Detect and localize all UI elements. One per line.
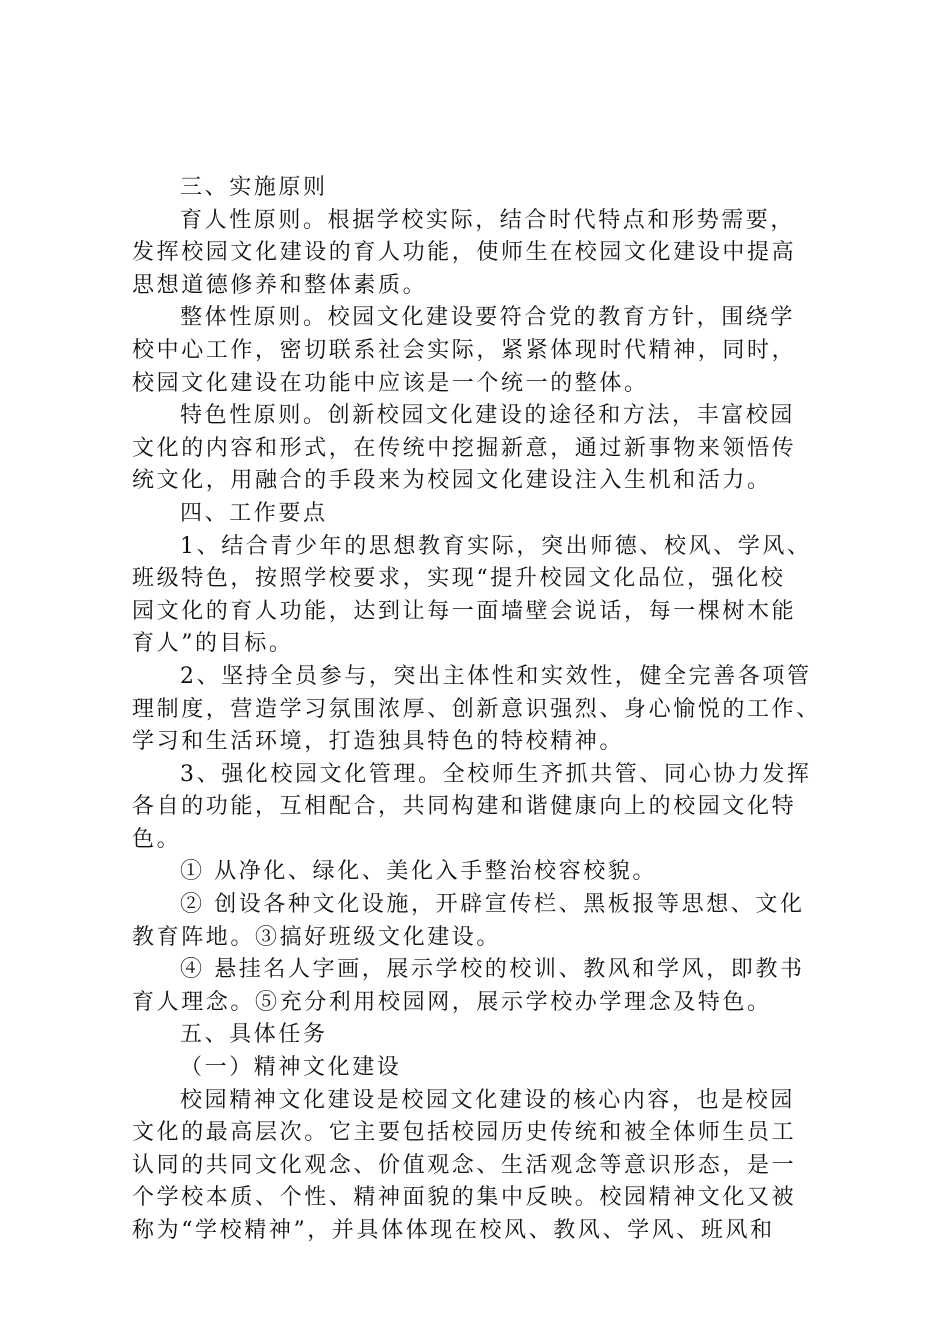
text-line: 个学校本质、个性、精神面貌的集中反映。校园精神文化又被 — [132, 1185, 797, 1211]
text-line: 理制度，营造学习氛围浓厚、创新意识强烈、身心愉悦的工作、 — [132, 696, 821, 722]
text-line: ② 创设各种文化设施，开辟宣传栏、黑板报等思想、文化 — [180, 892, 805, 918]
text-line: 育人”的目标。 — [132, 631, 294, 657]
document-body — [132, 172, 852, 1248]
text-line: ① 从净化、绿化、美化入手整治校容校貌。 — [180, 859, 657, 885]
text-line: 特色性原则。创新校园文化建设的途径和方法，丰富校园 — [180, 403, 796, 429]
text-line: 发挥校园文化建设的育人功能，使师生在校园文化建设中提高 — [132, 240, 797, 266]
text-line: 文化的最高层次。它主要包括校园历史传统和被全体师生员工 — [132, 1120, 797, 1146]
text-line: 育人理念。⑤充分利用校园网，展示学校办学理念及特色。 — [132, 989, 772, 1015]
text-line: 整体性原则。校园文化建设要符合党的教育方针，围绕学 — [180, 305, 796, 331]
text-line: 文化的内容和形式，在传统中挖掘新意，通过新事物来领悟传 — [132, 435, 797, 461]
text-line: 班级特色，按照学校要求，实现“提升校园文化品位，强化校 — [132, 566, 786, 592]
text-line: 五、具体任务 — [180, 1022, 328, 1048]
text-line: 1、结合青少年的思想教育实际，突出师德、校风、学风、 — [180, 533, 812, 559]
text-line: 统文化，用融合的手段来为校园文化建设注入生机和活力。 — [132, 468, 772, 494]
text-line: 校中心工作，密切联系社会实际，紧紧体现时代精神，同时， — [132, 337, 797, 363]
text-line: 学习和生活环境，打造独具特色的特校精神。 — [132, 729, 625, 755]
text-line: 育人性原则。根据学校实际，结合时代特点和形势需要， — [180, 207, 796, 233]
text-line: 校园文化建设在功能中应该是一个统一的整体。 — [132, 370, 649, 396]
text-line: 2、坚持全员参与，突出主体性和实效性，健全完善各项管 — [180, 663, 812, 689]
text-line: 认同的共同文化观念、价值观念、生活观念等意识形态，是一 — [132, 1152, 797, 1178]
text-line: 园文化的育人功能，达到让每一面墙壁会说话，每一棵树木能 — [132, 598, 797, 624]
text-line: （一）精神文化建设 — [180, 1055, 402, 1081]
text-line: 四、工作要点 — [180, 500, 328, 526]
text-line: 三、实施原则 — [180, 175, 328, 200]
text-line: 3、强化校园文化管理。全校师生齐抓共管、同心协力发挥 — [180, 761, 812, 787]
text-line: ④ 悬挂名人字画，展示学校的校训、教风和学风，即教书 — [180, 957, 805, 983]
text-line: 教育阵地。③搞好班级文化建设。 — [132, 924, 502, 950]
text-line: 称为“学校精神”，并具体体现在校风、教风、学风、班风和 — [132, 1218, 775, 1243]
text-line: 校园精神文化建设是校园文化建设的核心内容，也是校园 — [180, 1087, 796, 1113]
text-line: 色。 — [132, 826, 182, 852]
text-line: 各自的功能，互相配合，共同构建和谐健康向上的校园文化特 — [132, 794, 797, 820]
text-line: 思想道德修养和整体素质。 — [132, 272, 428, 298]
